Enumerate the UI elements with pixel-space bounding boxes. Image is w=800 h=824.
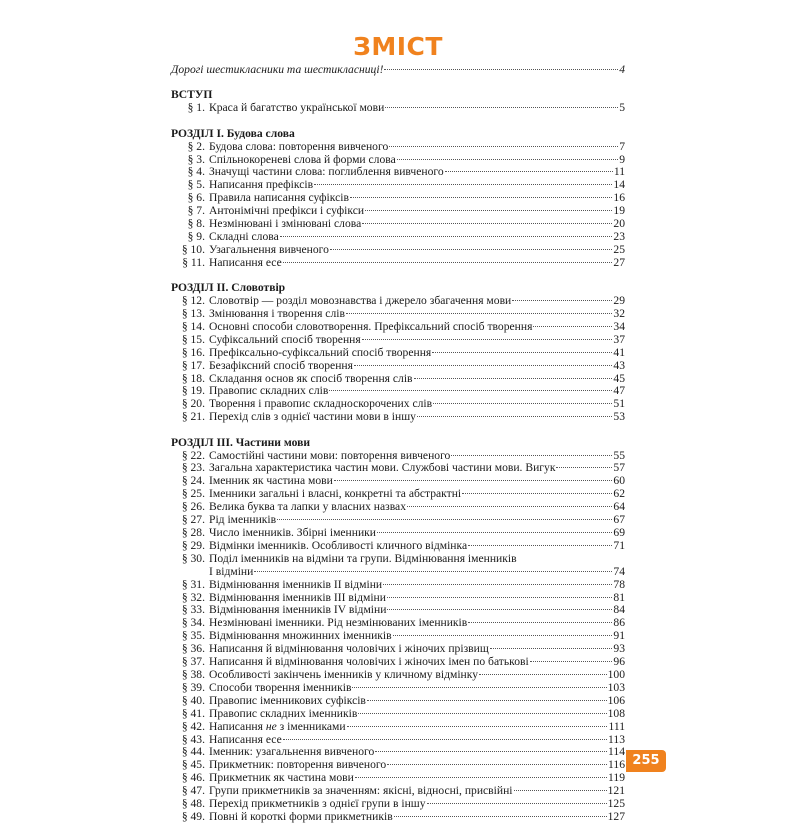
section-number: § 4. <box>187 165 205 179</box>
page-ref: 114 <box>608 745 625 759</box>
entry-title: Іменник: узагальнення вивченого <box>209 745 375 759</box>
page-ref: 60 <box>613 474 625 488</box>
section-number: § 19. <box>181 384 205 398</box>
dot-leader <box>330 249 612 250</box>
dot-leader <box>385 107 618 108</box>
entry-title: Суфіксальний спосіб творення <box>209 332 361 346</box>
section-number: § 6. <box>187 191 205 205</box>
section-number: § 37. <box>181 655 205 669</box>
page-ref: 7 <box>619 139 625 153</box>
part-heading: РОЗДІЛ І. Будова слова <box>171 126 295 140</box>
part-heading: ВСТУП <box>171 88 213 102</box>
page-ref: 116 <box>608 758 625 772</box>
dot-leader <box>512 300 612 301</box>
section-number: § 1. <box>187 101 205 115</box>
toc-entry <box>171 141 625 154</box>
toc-entry <box>171 231 625 244</box>
dot-leader <box>365 210 612 211</box>
section-number: § 21. <box>181 410 205 424</box>
entry-title: Відмінювання іменників III відміни <box>209 590 386 604</box>
page-ref: 5 <box>619 101 625 115</box>
entry-title: Дорогі шестикласники та шестикласниці! <box>171 63 384 76</box>
dot-leader <box>354 365 612 366</box>
section-number: § 8. <box>187 217 205 231</box>
entry-title: Основні способи словотворення. Префіксальний спосіб творення <box>209 319 533 333</box>
entry-title: Велика буква та лапки у власних назвах <box>209 500 406 514</box>
section-number: § 44. <box>181 745 205 759</box>
dot-leader <box>427 803 607 804</box>
page-ref: 69 <box>613 526 625 539</box>
dot-leader <box>468 622 612 623</box>
page-ref: 119 <box>608 771 625 785</box>
page-ref: 71 <box>613 538 625 552</box>
page-ref: 45 <box>613 371 625 385</box>
page-ref: 23 <box>613 229 625 243</box>
dot-leader <box>414 378 613 379</box>
section-number: § 27. <box>181 513 205 527</box>
page-ref: 32 <box>613 307 625 320</box>
page-ref: 47 <box>613 384 625 398</box>
entry-title: Написання есе <box>209 732 282 746</box>
page-ref: 121 <box>607 784 625 798</box>
entry-title: Способи творення іменників <box>209 680 352 694</box>
section-number: § 23. <box>181 461 205 475</box>
dot-leader <box>358 713 606 714</box>
section-number: § 40. <box>181 693 205 707</box>
entry-title: Написання не з іменниками <box>209 719 346 733</box>
dot-leader <box>387 764 607 765</box>
dot-leader <box>383 584 612 585</box>
section-number: § 7. <box>187 204 205 218</box>
section-number: § 20. <box>181 397 205 411</box>
toc-entry <box>171 695 625 708</box>
toc-entry <box>171 540 625 553</box>
entry-title: Складання основ як спосіб творення слів <box>209 371 413 385</box>
entry-title: Рід іменників <box>209 513 277 527</box>
dot-leader <box>277 519 612 520</box>
entry-title: Іменник як частина мови <box>209 474 333 488</box>
section-number: § 45. <box>181 758 205 772</box>
section-number: § 2. <box>187 139 205 153</box>
page-ref: 78 <box>613 577 625 591</box>
page-ref: 108 <box>607 706 625 720</box>
entry-title: Змінювання і творення слів <box>209 307 345 320</box>
part-heading: РОЗДІЛ ІІІ. Частини мови <box>171 435 311 449</box>
section-number: § 36. <box>181 642 205 656</box>
dot-leader <box>314 184 612 185</box>
entry-title: Відмінювання іменників II відміни <box>209 577 383 591</box>
section-number: § 39. <box>181 680 205 694</box>
page-ref: 93 <box>613 642 625 656</box>
dot-leader <box>347 726 608 727</box>
page-ref: 62 <box>613 487 625 501</box>
section-number: § 17. <box>181 358 205 372</box>
entry-title: Відмінювання іменників IV відміни <box>209 603 387 617</box>
entry-title: Незмінювані іменники. Рід незмінюваних іменників <box>209 616 468 630</box>
page-ref: 113 <box>608 732 625 746</box>
entry-title: Узагальнення вивченого <box>209 242 329 256</box>
entry-title: Загальна характеристика частин мови. Службові частини мови. Вигук <box>209 461 556 475</box>
dot-leader <box>417 416 612 417</box>
section-number: § 38. <box>181 667 205 681</box>
toc-entry <box>171 102 625 115</box>
page-ref: 74 <box>613 564 625 578</box>
page-ref: 111 <box>608 719 625 733</box>
toc-entry <box>171 708 625 721</box>
dot-leader <box>375 751 607 752</box>
entry-title: Перехід слів з однієї частини мови в іншу <box>209 410 416 424</box>
section-number: § 11. <box>182 255 205 269</box>
page-ref: 106 <box>607 693 625 707</box>
page-title: ЗМІСТ <box>353 32 443 61</box>
section-number: § 3. <box>187 152 205 166</box>
page-ref: 20 <box>613 217 625 231</box>
section-number: § 28. <box>181 526 205 539</box>
entry-title: Написання й відмінювання чоловічих і жіночих імен по батькові <box>209 655 529 669</box>
dot-leader <box>451 455 612 456</box>
entry-title: Творення і правопис складноскорочених слів <box>209 397 433 411</box>
page-ref: 9 <box>619 152 625 166</box>
dot-leader <box>367 700 607 701</box>
toc-entry <box>171 411 625 424</box>
section-number: § 26. <box>181 500 205 514</box>
dot-leader <box>462 493 612 494</box>
page-ref: 19 <box>613 204 625 218</box>
entry-title: Прикметник як частина мови <box>209 771 354 785</box>
dot-leader <box>254 571 612 572</box>
page-ref: 37 <box>613 332 625 346</box>
dot-leader <box>329 390 612 391</box>
dot-leader <box>445 171 613 172</box>
toc-entry <box>171 308 625 321</box>
dot-leader <box>283 262 613 263</box>
entry-title: Правопис складних слів <box>209 384 329 398</box>
page-number-badge: 255 <box>626 750 666 772</box>
dot-leader <box>387 609 612 610</box>
page-ref: 100 <box>607 667 625 681</box>
toc-entry <box>171 257 625 270</box>
dot-leader <box>407 506 612 507</box>
section-number: § 35. <box>181 629 205 643</box>
toc-entry <box>171 669 625 682</box>
entry-title: Антонімічні префікси і суфікси <box>209 204 365 218</box>
page-ref: 91 <box>613 629 625 643</box>
entry-title: Безафіксний спосіб творення <box>209 358 353 372</box>
dot-leader <box>355 777 607 778</box>
dot-leader <box>533 326 612 327</box>
entry-title: Іменники загальні і власні, конкретні та абстрактні <box>209 487 462 501</box>
dot-leader <box>377 532 612 533</box>
toc-entry <box>171 527 625 540</box>
page-ref: 4 <box>619 63 625 76</box>
page-ref: 14 <box>613 178 625 192</box>
page-ref: 27 <box>613 255 625 269</box>
page-ref: 25 <box>613 242 625 256</box>
toc-list <box>171 64 625 824</box>
entry-title: Відмінки іменників. Особливості кличного відмінка <box>209 538 468 552</box>
entry-title: Краса й багатство української мови <box>209 101 385 115</box>
dot-leader <box>394 816 607 817</box>
entry-title: Словотвір — розділ мовознавства і джерело збагачення мови <box>209 294 512 308</box>
toc-entry <box>171 321 625 334</box>
section-number: § 41. <box>181 706 205 720</box>
page-ref: 43 <box>613 358 625 372</box>
section-number: § 10. <box>181 242 205 256</box>
page-ref: 34 <box>613 319 625 333</box>
table-of-contents <box>171 32 625 824</box>
dot-leader <box>280 236 613 237</box>
page-ref: 55 <box>613 448 625 462</box>
page-ref: 41 <box>613 345 625 359</box>
entry-title: Правопис іменникових суфіксів <box>209 693 366 707</box>
dot-leader <box>432 352 612 353</box>
entry-title: Значущі частини слова: поглиблення вивченого <box>209 165 444 179</box>
section-number: § 5. <box>187 178 205 192</box>
toc-entry <box>171 64 625 77</box>
entry-title: Відмінювання множинних іменників <box>209 629 392 643</box>
section-number: § 42. <box>181 719 205 733</box>
entry-title: Будова слова: повторення вивченого <box>209 139 389 153</box>
page-ref: 29 <box>613 294 625 308</box>
entry-title: Правопис складних іменників <box>209 706 358 720</box>
entry-title: Спільнокореневі слова й форми слова <box>209 152 396 166</box>
section-number: § 32. <box>181 590 205 604</box>
page-ref: 103 <box>607 680 625 694</box>
entry-title: I відміни <box>209 564 254 578</box>
section-number: § 9. <box>187 229 205 243</box>
entry-title: Незмінювані і змінювані слова <box>209 217 362 231</box>
section-number: § 12. <box>181 294 205 308</box>
toc-entry <box>171 347 625 360</box>
dot-leader <box>283 739 607 740</box>
section-number: § 24. <box>181 474 205 488</box>
section-number: § 30. <box>181 551 205 565</box>
section-number: § 15. <box>181 332 205 346</box>
toc-entry <box>171 811 625 824</box>
dot-leader <box>362 339 613 340</box>
entry-title: Написання есе <box>209 255 282 269</box>
page-ref: 51 <box>613 397 625 411</box>
section-number: § 43. <box>181 732 205 746</box>
dot-leader <box>468 545 612 546</box>
emphasis: не <box>265 719 277 733</box>
section-number: § 14. <box>181 319 205 333</box>
toc-entry <box>171 566 625 579</box>
page-ref: 53 <box>613 410 625 424</box>
entry-title: Перехід прикметників з однієї групи в іншу <box>209 797 426 811</box>
entry-title: Прикметник: повторення вивченого <box>209 758 387 772</box>
dot-leader <box>346 313 612 314</box>
entry-title: Поділ іменників на відміни та групи. Відмінювання іменників <box>209 551 517 565</box>
entry-title: Правила написання суфіксів <box>209 191 349 205</box>
page-ref: 125 <box>607 797 625 811</box>
dot-leader <box>389 146 618 147</box>
section-number: § 34. <box>181 616 205 630</box>
dot-leader <box>490 648 613 649</box>
section-number: § 48. <box>181 797 205 811</box>
section-number: § 25. <box>181 487 205 501</box>
dot-leader <box>384 69 618 70</box>
dot-leader <box>556 467 612 468</box>
dot-leader <box>530 661 613 662</box>
page-ref: 67 <box>613 513 625 527</box>
entry-title: Префіксально-суфіксальний спосіб творення <box>209 345 432 359</box>
entry-title: Написання й відмінювання чоловічих і жіночих прізвищ <box>209 642 489 656</box>
dot-leader <box>387 597 612 598</box>
toc-entry <box>171 579 625 592</box>
page-ref: 127 <box>607 809 625 823</box>
page-ref: 81 <box>613 590 625 604</box>
section-number: § 49. <box>181 809 205 823</box>
section-number: § 29. <box>181 538 205 552</box>
page-ref: 84 <box>613 603 625 617</box>
toc-entry <box>171 721 625 734</box>
dot-leader <box>362 223 612 224</box>
entry-title: Число іменників. Збірні іменники <box>209 526 377 539</box>
page-ref: 16 <box>613 191 625 205</box>
page-ref: 64 <box>613 500 625 514</box>
section-number: § 47. <box>181 784 205 798</box>
dot-leader <box>479 674 607 675</box>
entry-title: Особливості закінчень іменників у кличному відмінку <box>209 667 479 681</box>
section-number: § 22. <box>181 448 205 462</box>
toc-entry <box>171 334 625 347</box>
dot-leader <box>393 635 613 636</box>
section-number: § 31. <box>181 577 205 591</box>
dot-leader <box>352 687 606 688</box>
section-number: § 46. <box>181 771 205 785</box>
page-ref: 96 <box>613 655 625 669</box>
entry-title: Самостійні частини мови: повторення вивченого <box>209 448 451 462</box>
section-number: § 13. <box>181 307 205 320</box>
dot-leader <box>334 480 613 481</box>
dot-leader <box>397 159 618 160</box>
dot-leader <box>514 790 607 791</box>
toc-entry <box>171 553 625 566</box>
entry-title: Написання префіксів <box>209 178 314 192</box>
page-ref: 57 <box>613 461 625 475</box>
toc-entry <box>171 360 625 373</box>
toc-entry <box>171 682 625 695</box>
entry-title: Повні й короткі форми прикметників <box>209 809 393 823</box>
dot-leader <box>350 197 612 198</box>
toc-entry <box>171 244 625 257</box>
page-ref: 86 <box>613 616 625 630</box>
section-number: § 33. <box>181 603 205 617</box>
dot-leader <box>433 403 612 404</box>
section-number: § 16. <box>181 345 205 359</box>
entry-title: Групи прикметників за значенням: якісні, відносні, присвійні <box>209 784 513 798</box>
entry-title: Складні слова <box>209 229 279 243</box>
part-heading: РОЗДІЛ ІІ. Словотвір <box>171 281 286 295</box>
page-ref: 11 <box>613 165 625 179</box>
section-number: § 18. <box>181 371 205 385</box>
